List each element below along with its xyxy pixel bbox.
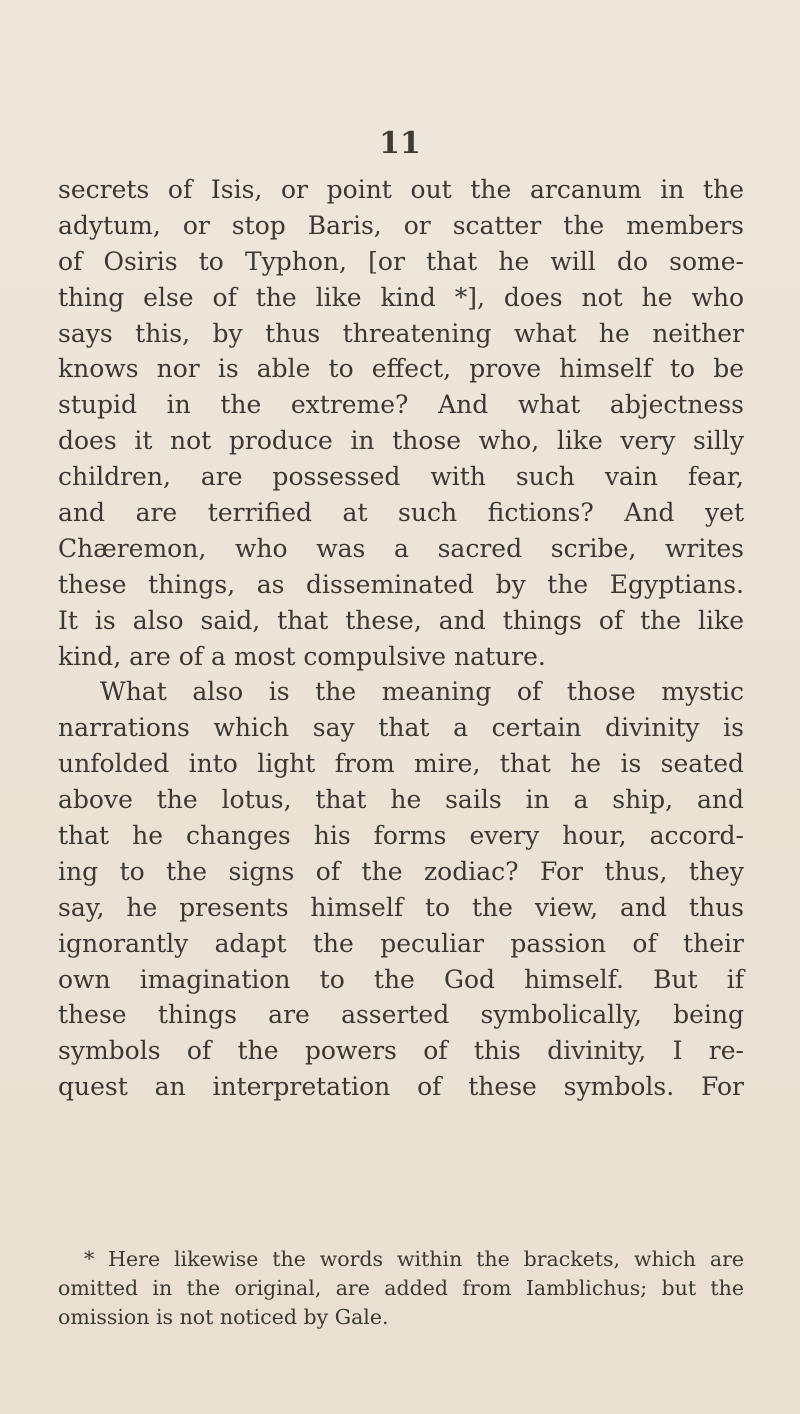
text-line: stupid in the extreme? And what abjectness [58,390,744,420]
text-line: ing to the signs of the zodiac? For thus, they [58,856,744,886]
page-number: 11 [379,126,421,161]
text-line: that he changes his forms every hour, accord- [58,821,744,851]
text-line: of Osiris to Typhon, [or that he will do some- [58,246,744,276]
text-line: and are terrified at such fictions? And yet [58,498,744,528]
text-line: children, are possessed with such vain fear, [58,462,744,492]
text-line: these things, as disseminated by the Egyptians. [58,569,744,599]
text-line: say, he presents himself to the view, and thus [58,892,744,922]
text-line: symbols of the powers of this divinity, I re- [58,1036,744,1066]
text-line: does it not produce in those who, like very silly [58,426,744,456]
text-line: kind, are of a most compulsive nature. [58,641,546,671]
footnote [58,1245,744,1332]
footnote-line: omission is not noticed by Gale. [58,1305,389,1329]
text-line: It is also said, that these, and things of the like [58,605,744,635]
text-line: unfolded into light from mire, that he is seated [58,749,744,779]
text-line: ignorantly adapt the peculiar passion of their [58,928,744,958]
footnote-line: omitted in the original, are added from Iamblichus; but the [58,1276,744,1300]
text-line: quest an interpretation of these symbols. For [58,1072,744,1102]
text-line: Chæremon, who was a sacred scribe, writes [58,533,744,563]
footnote-line: * Here likewise the words within the brackets, which are [84,1247,744,1271]
text-line: adytum, or stop Baris, or scatter the members [58,210,744,240]
text-line: secrets of Isis, or point out the arcanum in the [58,175,744,204]
body-text [58,172,744,1105]
text-line: What also is the meaning of those mystic [100,677,744,707]
text-line: above the lotus, that he sails in a ship, and [58,785,744,815]
text-line: these things are asserted symbolically, being [58,1000,744,1030]
text-line: knows nor is able to effect, prove himself to be [58,354,744,384]
text-line: narrations which say that a certain divinity is [58,713,744,743]
text-line: thing else of the like kind *], does not he who [58,282,744,312]
text-line: own imagination to the God himself. But if [58,964,744,994]
text-line: says this, by thus threatening what he neither [58,318,744,348]
